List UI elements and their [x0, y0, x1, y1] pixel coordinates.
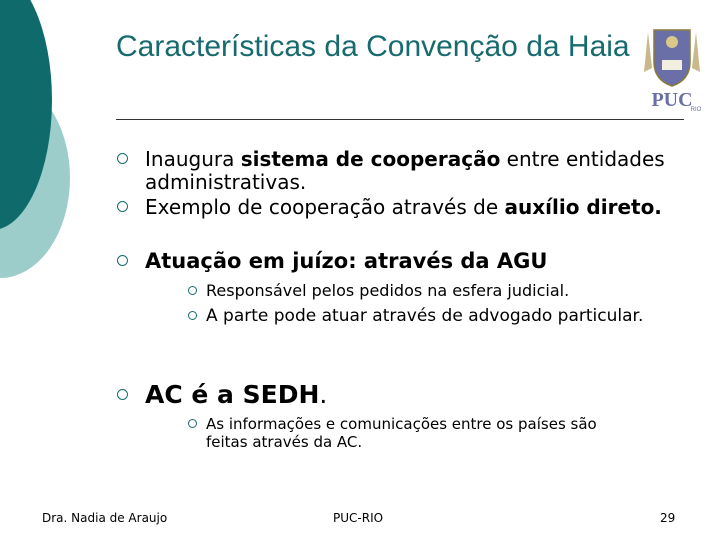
bullet-circle-icon — [117, 389, 128, 400]
bullet-2 — [145, 196, 685, 219]
slide-title: Características da Convenção da Haia — [116, 30, 630, 63]
sub-bullet-3-text: As informações e comunicações entre os países são feitas através da AC. — [206, 415, 597, 451]
bullet-1 — [145, 148, 685, 194]
sub-bullet-2-text: A parte pode atuar através de advogado particular. — [206, 306, 644, 326]
bullet-circle-icon — [117, 201, 128, 212]
puc-rio-logo — [640, 22, 704, 112]
bullet-2-text: Exemplo de cooperação através de auxílio direto. — [145, 195, 662, 219]
sub-bullet-3 — [206, 415, 626, 451]
sub-bullet-circle-icon — [188, 419, 197, 428]
sub-bullet-1-text: Responsável pelos pedidos na esfera judicial. — [206, 281, 570, 300]
sub-bullet-2 — [206, 306, 666, 326]
bullet-4 — [145, 380, 685, 410]
sub-bullet-circle-icon — [188, 286, 197, 295]
footer-author: Dra. Nadia de Araujo — [42, 511, 168, 525]
sub-bullet-1 — [206, 281, 676, 301]
bullet-4-text: AC é a SEDH. — [145, 380, 328, 409]
bullet-3-text: Atuação em juízo: através da AGU — [145, 249, 548, 273]
sub-bullet-circle-icon — [188, 311, 197, 320]
footer-institution: PUC-RIO — [333, 511, 384, 525]
logo-subtext: RIO — [690, 107, 702, 112]
bullet-circle-icon — [117, 255, 128, 266]
title-divider — [116, 119, 684, 120]
decorative-shapes — [0, 0, 80, 300]
bullet-1-text: Inaugura sistema de cooperação entre entidades administrativas. — [145, 147, 665, 194]
logo-text: PUC — [651, 89, 693, 111]
bullet-circle-icon — [117, 153, 128, 164]
footer-page-number: 29 — [660, 511, 676, 525]
bullet-3 — [145, 250, 685, 273]
